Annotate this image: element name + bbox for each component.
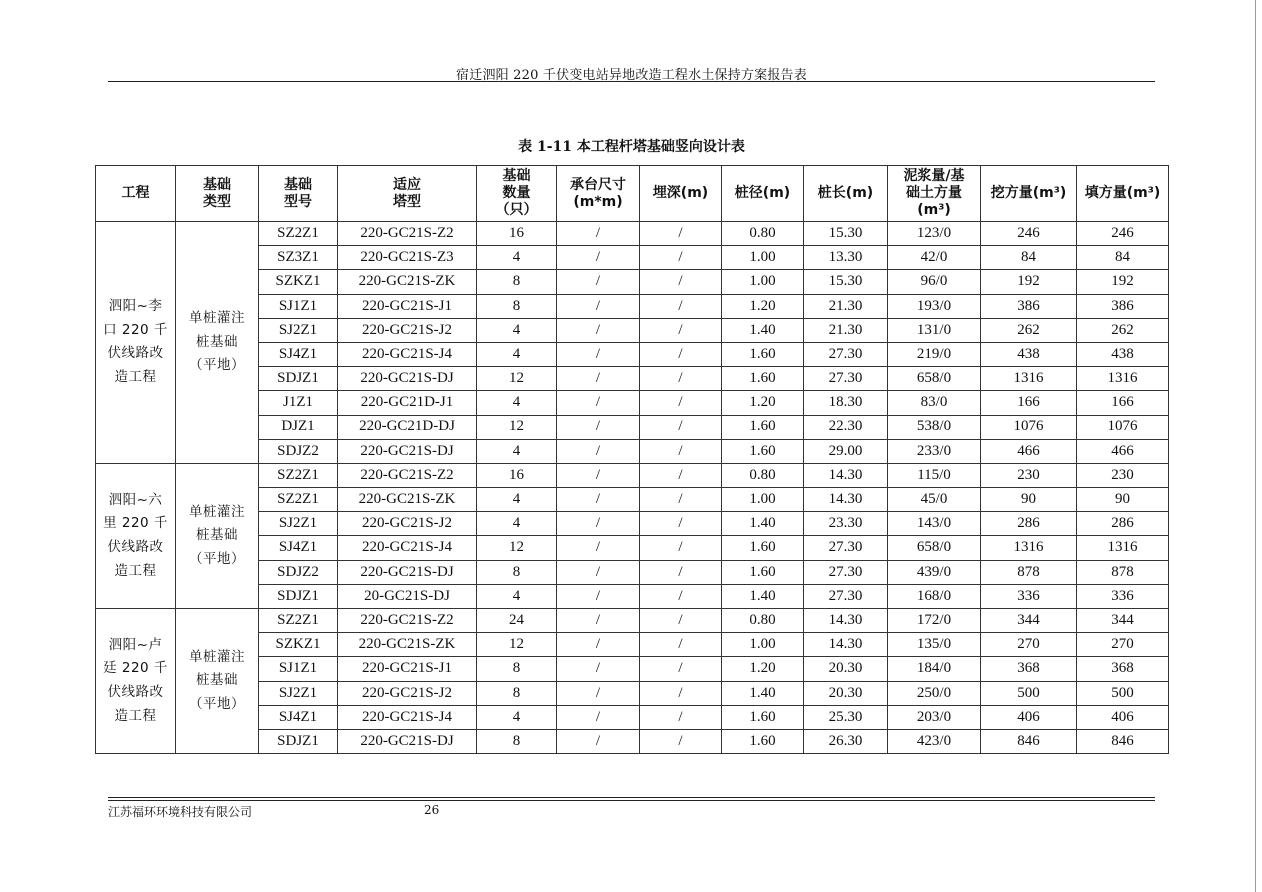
- quantity-cell: 4: [477, 584, 557, 608]
- foundation-model-cell: SZ3Z1: [259, 246, 338, 270]
- pile-diameter-cell: 1.00: [722, 488, 804, 512]
- fill-cell: 500: [1077, 681, 1169, 705]
- mud-volume-cell: 658/0: [888, 367, 981, 391]
- fill-cell: 262: [1077, 318, 1169, 342]
- tower-type-cell: 220-GC21S-Z3: [338, 246, 477, 270]
- excavation-cell: 192: [981, 270, 1077, 294]
- page-header-title: 宿迁泗阳 220 千伏变电站异地改造工程水土保持方案报告表: [456, 68, 807, 83]
- cap-size-cell: /: [557, 342, 640, 366]
- foundation-type-cell: 单桩灌注 桩基础 （平地）: [176, 463, 259, 608]
- burial-depth-cell: /: [640, 222, 722, 246]
- fill-cell: 438: [1077, 342, 1169, 366]
- cap-size-cell: /: [557, 391, 640, 415]
- tower-type-cell: 220-GC21S-J4: [338, 536, 477, 560]
- quantity-cell: 8: [477, 560, 557, 584]
- excavation-cell: 336: [981, 584, 1077, 608]
- tower-type-cell: 220-GC21S-J2: [338, 318, 477, 342]
- pile-diameter-cell: 1.40: [722, 584, 804, 608]
- excavation-cell: 230: [981, 463, 1077, 487]
- foundation-model-cell: SZ2Z1: [259, 488, 338, 512]
- page-number: 26: [424, 803, 440, 817]
- mud-volume-cell: 658/0: [888, 536, 981, 560]
- foundation-model-cell: SDJZ2: [259, 560, 338, 584]
- pile-diameter-cell: 1.60: [722, 729, 804, 753]
- quantity-cell: 8: [477, 294, 557, 318]
- burial-depth-cell: /: [640, 270, 722, 294]
- col-header-mud-volume: 泥浆量/基 础土方量 (m³): [888, 166, 981, 222]
- foundation-model-cell: SDJZ1: [259, 584, 338, 608]
- pile-diameter-cell: 1.40: [722, 318, 804, 342]
- tower-type-cell: 220-GC21S-Z2: [338, 463, 477, 487]
- cap-size-cell: /: [557, 560, 640, 584]
- quantity-cell: 16: [477, 463, 557, 487]
- fill-cell: 166: [1077, 391, 1169, 415]
- fill-cell: 1316: [1077, 367, 1169, 391]
- mud-volume-cell: 143/0: [888, 512, 981, 536]
- col-header-fill: 填方量(m³): [1077, 166, 1169, 222]
- pile-diameter-cell: 1.60: [722, 342, 804, 366]
- foundation-type-cell: 单桩灌注 桩基础 （平地）: [176, 609, 259, 754]
- cap-size-cell: /: [557, 318, 640, 342]
- pile-length-cell: 15.30: [804, 222, 888, 246]
- col-header-quantity: 基础 数量 （只）: [477, 166, 557, 222]
- mud-volume-cell: 168/0: [888, 584, 981, 608]
- pile-length-cell: 27.30: [804, 560, 888, 584]
- quantity-cell: 12: [477, 536, 557, 560]
- excavation-cell: 286: [981, 512, 1077, 536]
- tower-type-cell: 220-GC21S-DJ: [338, 439, 477, 463]
- tower-type-cell: 220-GC21S-DJ: [338, 560, 477, 584]
- pile-length-cell: 20.30: [804, 681, 888, 705]
- tower-type-cell: 220-GC21S-ZK: [338, 633, 477, 657]
- table-body: [96, 222, 1169, 754]
- table-row: [96, 609, 1169, 633]
- mud-volume-cell: 250/0: [888, 681, 981, 705]
- mud-volume-cell: 115/0: [888, 463, 981, 487]
- excavation-cell: 246: [981, 222, 1077, 246]
- excavation-cell: 846: [981, 729, 1077, 753]
- foundation-model-cell: SJ4Z1: [259, 536, 338, 560]
- mud-volume-cell: 131/0: [888, 318, 981, 342]
- mud-volume-cell: 83/0: [888, 391, 981, 415]
- burial-depth-cell: /: [640, 633, 722, 657]
- excavation-cell: 1316: [981, 536, 1077, 560]
- fill-cell: 466: [1077, 439, 1169, 463]
- cap-size-cell: /: [557, 222, 640, 246]
- pile-diameter-cell: 1.60: [722, 560, 804, 584]
- pile-length-cell: 13.30: [804, 246, 888, 270]
- pile-length-cell: 15.30: [804, 270, 888, 294]
- pile-diameter-cell: 1.40: [722, 681, 804, 705]
- fill-cell: 286: [1077, 512, 1169, 536]
- cap-size-cell: /: [557, 270, 640, 294]
- mud-volume-cell: 42/0: [888, 246, 981, 270]
- pile-length-cell: 27.30: [804, 367, 888, 391]
- foundation-model-cell: SZKZ1: [259, 633, 338, 657]
- mud-volume-cell: 45/0: [888, 488, 981, 512]
- mud-volume-cell: 423/0: [888, 729, 981, 753]
- quantity-cell: 16: [477, 222, 557, 246]
- cap-size-cell: /: [557, 463, 640, 487]
- burial-depth-cell: /: [640, 681, 722, 705]
- pile-diameter-cell: 1.60: [722, 415, 804, 439]
- foundation-model-cell: SJ4Z1: [259, 705, 338, 729]
- table-header-row: [96, 166, 1169, 222]
- foundation-model-cell: SJ2Z1: [259, 512, 338, 536]
- quantity-cell: 8: [477, 729, 557, 753]
- cap-size-cell: /: [557, 294, 640, 318]
- excavation-cell: 878: [981, 560, 1077, 584]
- cap-size-cell: /: [557, 439, 640, 463]
- fill-cell: 1316: [1077, 536, 1169, 560]
- pile-diameter-cell: 1.20: [722, 391, 804, 415]
- quantity-cell: 4: [477, 705, 557, 729]
- foundation-design-table: [95, 165, 1169, 754]
- tower-type-cell: 220-GC21S-DJ: [338, 367, 477, 391]
- burial-depth-cell: /: [640, 318, 722, 342]
- col-header-cap-size: 承台尺寸 (m*m): [557, 166, 640, 222]
- quantity-cell: 12: [477, 633, 557, 657]
- quantity-cell: 4: [477, 512, 557, 536]
- burial-depth-cell: /: [640, 294, 722, 318]
- pile-diameter-cell: 0.80: [722, 222, 804, 246]
- foundation-model-cell: SDJZ1: [259, 729, 338, 753]
- cap-size-cell: /: [557, 657, 640, 681]
- col-header-tower-type: 适应 塔型: [338, 166, 477, 222]
- pile-length-cell: 27.30: [804, 584, 888, 608]
- col-header-excavation: 挖方量(m³): [981, 166, 1077, 222]
- pile-diameter-cell: 1.40: [722, 512, 804, 536]
- cap-size-cell: /: [557, 729, 640, 753]
- burial-depth-cell: /: [640, 729, 722, 753]
- pile-length-cell: 27.30: [804, 342, 888, 366]
- fill-cell: 344: [1077, 609, 1169, 633]
- fill-cell: 84: [1077, 246, 1169, 270]
- col-header-foundation-type: 基础 类型: [176, 166, 259, 222]
- pile-length-cell: 18.30: [804, 391, 888, 415]
- tower-type-cell: 220-GC21S-J4: [338, 342, 477, 366]
- quantity-cell: 4: [477, 391, 557, 415]
- quantity-cell: 4: [477, 246, 557, 270]
- pile-diameter-cell: 1.60: [722, 536, 804, 560]
- cap-size-cell: /: [557, 681, 640, 705]
- burial-depth-cell: /: [640, 342, 722, 366]
- mud-volume-cell: 538/0: [888, 415, 981, 439]
- mud-volume-cell: 203/0: [888, 705, 981, 729]
- quantity-cell: 12: [477, 415, 557, 439]
- pile-diameter-cell: 1.20: [722, 657, 804, 681]
- cap-size-cell: /: [557, 512, 640, 536]
- pile-length-cell: 20.30: [804, 657, 888, 681]
- pile-length-cell: 14.30: [804, 463, 888, 487]
- pile-length-cell: 29.00: [804, 439, 888, 463]
- foundation-model-cell: SJ2Z1: [259, 681, 338, 705]
- quantity-cell: 4: [477, 318, 557, 342]
- excavation-cell: 166: [981, 391, 1077, 415]
- excavation-cell: 1316: [981, 367, 1077, 391]
- col-header-pile-length: 桩长(m): [804, 166, 888, 222]
- tower-type-cell: 220-GC21S-Z2: [338, 222, 477, 246]
- pile-length-cell: 14.30: [804, 633, 888, 657]
- burial-depth-cell: /: [640, 609, 722, 633]
- mud-volume-cell: 439/0: [888, 560, 981, 584]
- quantity-cell: 8: [477, 657, 557, 681]
- footer-rule: [108, 797, 1155, 798]
- mud-volume-cell: 233/0: [888, 439, 981, 463]
- foundation-type-cell: 单桩灌注 桩基础 （平地）: [176, 222, 259, 464]
- pile-diameter-cell: 1.00: [722, 633, 804, 657]
- tower-type-cell: 220-GC21S-ZK: [338, 270, 477, 294]
- table-caption: 表 1-11 本工程杆塔基础竖向设计表: [518, 139, 745, 155]
- col-header-foundation-model: 基础 型号: [259, 166, 338, 222]
- mud-volume-cell: 193/0: [888, 294, 981, 318]
- col-header-pile-diameter: 桩径(m): [722, 166, 804, 222]
- pile-diameter-cell: 1.60: [722, 705, 804, 729]
- excavation-cell: 368: [981, 657, 1077, 681]
- foundation-model-cell: DJZ1: [259, 415, 338, 439]
- burial-depth-cell: /: [640, 536, 722, 560]
- fill-cell: 878: [1077, 560, 1169, 584]
- pile-diameter-cell: 1.20: [722, 294, 804, 318]
- cap-size-cell: /: [557, 609, 640, 633]
- col-header-project: 工程: [96, 166, 176, 222]
- pile-diameter-cell: 1.00: [722, 270, 804, 294]
- quantity-cell: 8: [477, 681, 557, 705]
- project-name-cell: 泗阳~六 里 220 千 伏线路改 造工程: [96, 463, 176, 608]
- mud-volume-cell: 135/0: [888, 633, 981, 657]
- foundation-model-cell: SDJZ1: [259, 367, 338, 391]
- excavation-cell: 270: [981, 633, 1077, 657]
- table-row: [96, 222, 1169, 246]
- cap-size-cell: /: [557, 246, 640, 270]
- pile-length-cell: 23.30: [804, 512, 888, 536]
- burial-depth-cell: /: [640, 488, 722, 512]
- fill-cell: 192: [1077, 270, 1169, 294]
- pile-diameter-cell: 1.00: [722, 246, 804, 270]
- project-name-cell: 泗阳~李 口 220 千 伏线路改 造工程: [96, 222, 176, 464]
- pile-length-cell: 21.30: [804, 318, 888, 342]
- burial-depth-cell: /: [640, 246, 722, 270]
- burial-depth-cell: /: [640, 391, 722, 415]
- fill-cell: 230: [1077, 463, 1169, 487]
- excavation-cell: 406: [981, 705, 1077, 729]
- fill-cell: 270: [1077, 633, 1169, 657]
- tower-type-cell: 220-GC21S-J4: [338, 705, 477, 729]
- excavation-cell: 438: [981, 342, 1077, 366]
- tower-type-cell: 220-GC21S-Z2: [338, 609, 477, 633]
- tower-type-cell: 220-GC21D-DJ: [338, 415, 477, 439]
- excavation-cell: 90: [981, 488, 1077, 512]
- burial-depth-cell: /: [640, 439, 722, 463]
- pile-diameter-cell: 1.60: [722, 367, 804, 391]
- pile-length-cell: 22.30: [804, 415, 888, 439]
- foundation-model-cell: SDJZ2: [259, 439, 338, 463]
- pile-diameter-cell: 1.60: [722, 439, 804, 463]
- cap-size-cell: /: [557, 488, 640, 512]
- pile-diameter-cell: 0.80: [722, 463, 804, 487]
- tower-type-cell: 20-GC21S-DJ: [338, 584, 477, 608]
- quantity-cell: 24: [477, 609, 557, 633]
- pile-length-cell: 27.30: [804, 536, 888, 560]
- foundation-model-cell: J1Z1: [259, 391, 338, 415]
- tower-type-cell: 220-GC21S-J1: [338, 657, 477, 681]
- fill-cell: 406: [1077, 705, 1169, 729]
- excavation-cell: 1076: [981, 415, 1077, 439]
- fill-cell: 846: [1077, 729, 1169, 753]
- foundation-model-cell: SZ2Z1: [259, 463, 338, 487]
- excavation-cell: 262: [981, 318, 1077, 342]
- cap-size-cell: /: [557, 415, 640, 439]
- excavation-cell: 386: [981, 294, 1077, 318]
- quantity-cell: 12: [477, 367, 557, 391]
- foundation-model-cell: SJ2Z1: [259, 318, 338, 342]
- burial-depth-cell: /: [640, 657, 722, 681]
- quantity-cell: 4: [477, 439, 557, 463]
- tower-type-cell: 220-GC21S-J1: [338, 294, 477, 318]
- footer-company: 江苏福环环境科技有限公司: [108, 805, 253, 819]
- quantity-cell: 8: [477, 270, 557, 294]
- foundation-model-cell: SJ1Z1: [259, 294, 338, 318]
- quantity-cell: 4: [477, 488, 557, 512]
- cap-size-cell: /: [557, 584, 640, 608]
- tower-type-cell: 220-GC21S-J2: [338, 512, 477, 536]
- footer-rule-double: [108, 800, 1155, 801]
- pile-length-cell: 26.30: [804, 729, 888, 753]
- excavation-cell: 500: [981, 681, 1077, 705]
- excavation-cell: 466: [981, 439, 1077, 463]
- fill-cell: 386: [1077, 294, 1169, 318]
- pile-length-cell: 14.30: [804, 488, 888, 512]
- mud-volume-cell: 219/0: [888, 342, 981, 366]
- foundation-model-cell: SZ2Z1: [259, 609, 338, 633]
- burial-depth-cell: /: [640, 584, 722, 608]
- page-edge: [1255, 0, 1256, 892]
- quantity-cell: 4: [477, 342, 557, 366]
- fill-cell: 336: [1077, 584, 1169, 608]
- foundation-model-cell: SZ2Z1: [259, 222, 338, 246]
- foundation-model-cell: SJ4Z1: [259, 342, 338, 366]
- burial-depth-cell: /: [640, 367, 722, 391]
- fill-cell: 90: [1077, 488, 1169, 512]
- fill-cell: 368: [1077, 657, 1169, 681]
- col-header-burial-depth: 埋深(m): [640, 166, 722, 222]
- burial-depth-cell: /: [640, 415, 722, 439]
- burial-depth-cell: /: [640, 705, 722, 729]
- fill-cell: 246: [1077, 222, 1169, 246]
- cap-size-cell: /: [557, 367, 640, 391]
- burial-depth-cell: /: [640, 560, 722, 584]
- tower-type-cell: 220-GC21D-J1: [338, 391, 477, 415]
- pile-length-cell: 21.30: [804, 294, 888, 318]
- pile-diameter-cell: 0.80: [722, 609, 804, 633]
- excavation-cell: 84: [981, 246, 1077, 270]
- fill-cell: 1076: [1077, 415, 1169, 439]
- mud-volume-cell: 172/0: [888, 609, 981, 633]
- excavation-cell: 344: [981, 609, 1077, 633]
- burial-depth-cell: /: [640, 512, 722, 536]
- pile-length-cell: 25.30: [804, 705, 888, 729]
- foundation-model-cell: SZKZ1: [259, 270, 338, 294]
- burial-depth-cell: /: [640, 463, 722, 487]
- mud-volume-cell: 123/0: [888, 222, 981, 246]
- pile-length-cell: 14.30: [804, 609, 888, 633]
- header-rule: [108, 81, 1155, 82]
- cap-size-cell: /: [557, 633, 640, 657]
- foundation-model-cell: SJ1Z1: [259, 657, 338, 681]
- tower-type-cell: 220-GC21S-J2: [338, 681, 477, 705]
- project-name-cell: 泗阳~卢 廷 220 千 伏线路改 造工程: [96, 609, 176, 754]
- mud-volume-cell: 184/0: [888, 657, 981, 681]
- cap-size-cell: /: [557, 705, 640, 729]
- table-row: [96, 463, 1169, 487]
- tower-type-cell: 220-GC21S-ZK: [338, 488, 477, 512]
- cap-size-cell: /: [557, 536, 640, 560]
- mud-volume-cell: 96/0: [888, 270, 981, 294]
- tower-type-cell: 220-GC21S-DJ: [338, 729, 477, 753]
